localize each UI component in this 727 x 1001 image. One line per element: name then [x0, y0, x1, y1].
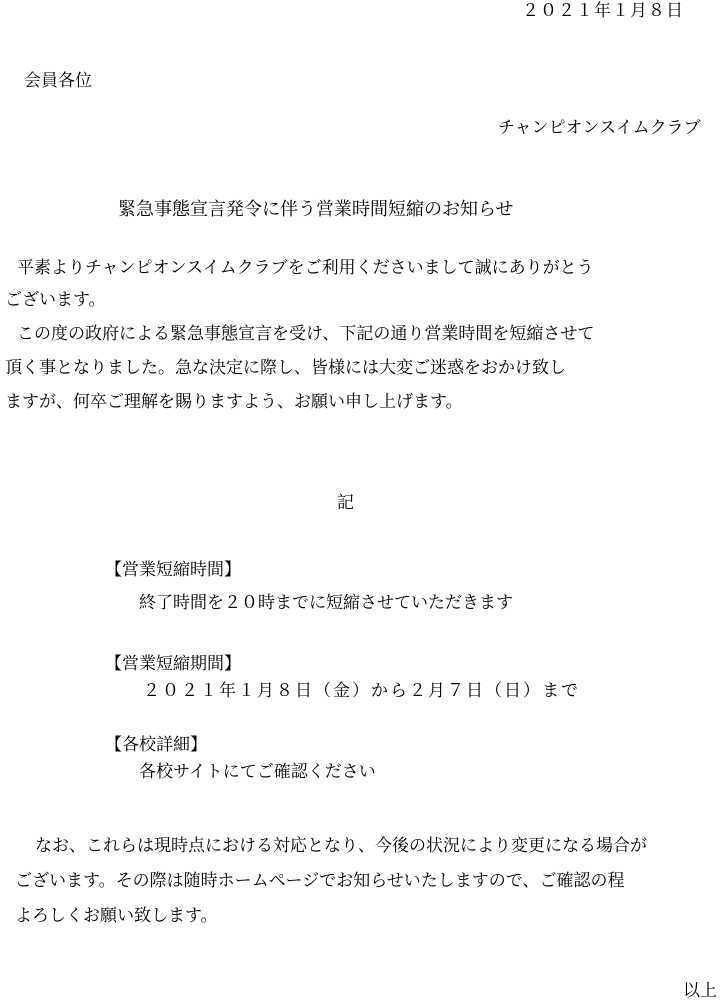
body-paragraph	[5, 326, 594, 428]
document-date: ２０２１年１月８日	[522, 1, 684, 21]
note-line-2: ございます。その際は随時ホームページでお知らせいたしますので、ご確認の程	[15, 871, 625, 891]
section-heading-hours: 【営業短縮時間】	[105, 560, 241, 580]
note-line-3: よろしくお願い致します。	[15, 906, 218, 926]
note-line-1: なお、これらは現時点における対応となり、今後の状況により変更になる場合が	[35, 836, 647, 856]
closing-remark: 以上	[683, 981, 717, 1001]
section-heading-details: 【各校詳細】	[105, 735, 207, 755]
greeting-line-1: 平素よりチャンピオンスイムクラブをご利用くださいまして誠にありがとう	[17, 258, 594, 278]
body-line-3: ますが、何卒ご理解を賜りますよう、お願い申し上げます。	[5, 392, 463, 412]
body-line-1: この度の政府による緊急事態宣言を受け、下記の通り営業時間を短縮させて	[17, 324, 595, 344]
recipient: 会員各位	[24, 71, 92, 91]
body-line-2: 頂く事となりました。急な決定に際し、皆様には大変ご迷惑をおかけ致し	[5, 358, 566, 378]
greeting-paragraph	[5, 260, 594, 324]
section-content-period: ２０２１年１月８日（金）から２月７日（日）まで	[143, 681, 580, 701]
document-title: 緊急事態宣言発令に伴う営業時間短縮のお知らせ	[118, 199, 514, 220]
greeting-line-2: ございます。	[5, 290, 106, 310]
ki-heading: 記	[337, 493, 354, 513]
section-heading-period: 【営業短縮期間】	[105, 654, 241, 674]
section-content-details: 各校サイトにてご確認ください	[139, 762, 376, 782]
section-content-hours: 終了時間を２０時までに短縮させていただきます	[139, 593, 513, 613]
sender: チャンピオンスイムクラブ	[498, 118, 701, 138]
note-paragraph	[15, 838, 647, 943]
